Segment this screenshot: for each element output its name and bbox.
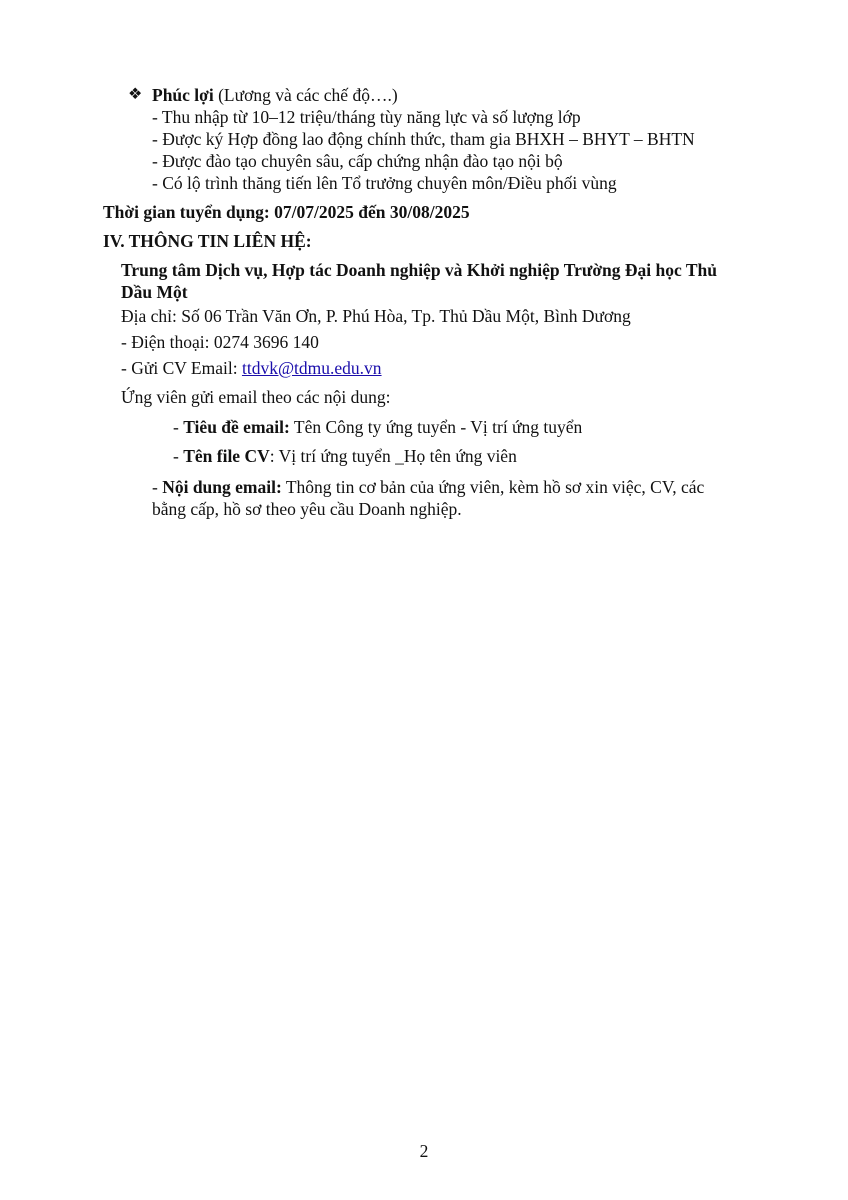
benefit-item: - Được đào tạo chuyên sâu, cấp chứng nhận đào tạo nội bộ xyxy=(152,151,563,171)
instructions-intro: Ứng viên gửi email theo các nội dung: xyxy=(121,387,391,407)
subject-value: Tên Công ty ứng tuyển - Vị trí ứng tuyển xyxy=(289,417,583,437)
contact-heading xyxy=(103,230,312,252)
phone: - Điện thoại: 0274 3696 140 xyxy=(121,332,319,352)
content-instruction-continued: bằng cấp, hồ sơ theo yêu cầu Doanh nghiệp. xyxy=(152,499,462,519)
recruitment-period-text: Thời gian tuyển dụng: 07/07/2025 đến 30/08/2025 xyxy=(103,202,470,222)
diamond-bullet-icon: ❖ xyxy=(128,86,143,103)
benefit-item: - Có lộ trình thăng tiến lên Tổ trưởng chuyên môn/Điều phối vùng xyxy=(152,173,617,193)
org-name-text-1: Trung tâm Dịch vụ, Hợp tác Doanh nghiệp và Khởi nghiệp Trường Đại học Thủ xyxy=(121,260,717,280)
filename-value: : Vị trí ứng tuyển _Họ tên ứng viên xyxy=(269,446,517,466)
contact-heading-text: IV. THÔNG TIN LIÊN HỆ: xyxy=(103,231,312,251)
content-instruction xyxy=(152,476,704,498)
email-line xyxy=(121,357,382,379)
recruitment-period xyxy=(103,201,470,223)
filename-dash: - xyxy=(173,446,184,466)
org-name-line-1 xyxy=(121,259,717,281)
benefit-item: - Thu nhập từ 10–12 triệu/tháng tùy năng lực và số lượng lớp xyxy=(152,107,581,127)
subject-dash: - xyxy=(173,417,184,437)
filename-instruction xyxy=(173,445,517,467)
org-name-text-2: Dầu Một xyxy=(121,282,188,302)
subject-label: Tiêu đề email: xyxy=(183,417,290,437)
filename-label: Tên file CV xyxy=(183,446,270,466)
content-label: Nội dung email: xyxy=(162,477,282,497)
benefits-heading xyxy=(152,84,398,106)
content-dash: - xyxy=(152,477,163,497)
email-prefix: - Gửi CV Email: xyxy=(121,358,242,378)
address: Địa chỉ: Số 06 Trần Văn Ơn, P. Phú Hòa, Tp. Thủ Dầu Một, Bình Dương xyxy=(121,306,631,326)
content-value-1: Thông tin cơ bản của ứng viên, kèm hồ sơ xin việc, CV, các xyxy=(281,477,705,497)
benefit-item: - Được ký Hợp đồng lao động chính thức, tham gia BHXH – BHYT – BHTN xyxy=(152,129,695,149)
benefits-title-note: (Lương và các chế độ….) xyxy=(218,85,398,105)
benefits-title: Phúc lợi xyxy=(152,85,214,105)
email-link[interactable]: ttdvk@tdmu.edu.vn xyxy=(241,358,382,378)
org-name-line-2 xyxy=(121,281,188,303)
subject-instruction xyxy=(173,416,582,438)
page-number: 2 xyxy=(419,1141,429,1161)
